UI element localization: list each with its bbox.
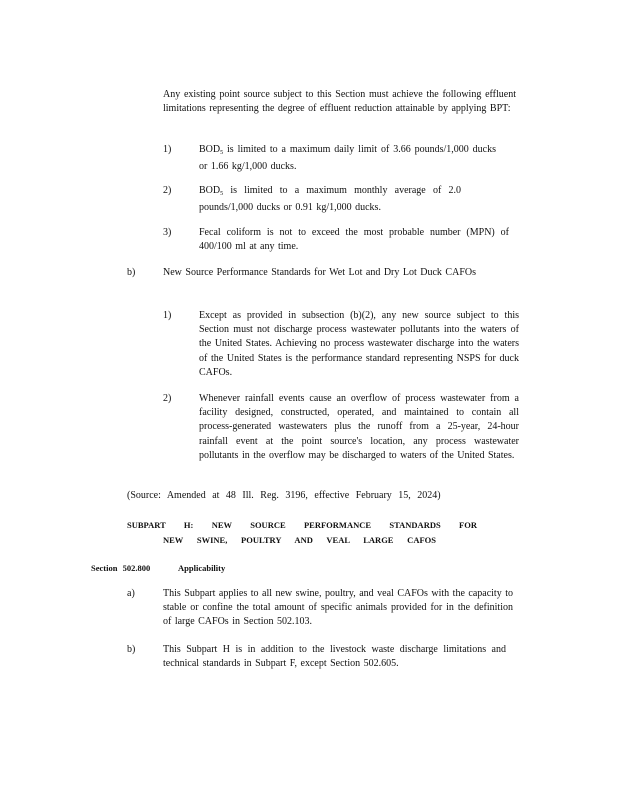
bpt-item-1: [199, 143, 496, 174]
bpt-item-text: is limited to a maximum monthly average of 2.0 pounds/1,000 ducks or 0.91 kg/1,000 ducks.: [199, 185, 461, 214]
bod-subscript: 5: [220, 191, 224, 197]
bpt-item-text: is limited to a maximum daily limit of 3.66 pounds/1,000 ducks or 1.66 kg/1,000 ducks.: [199, 144, 496, 173]
item-number: b): [127, 644, 136, 655]
bod-subscript: 5: [220, 150, 224, 156]
section-number: Section 502.800: [91, 563, 151, 573]
applicability-item-b: This Subpart H is in addition to the livestock waste discharge limitations and technical standards in Subpart F, except Section 502.605.: [163, 644, 506, 670]
b-heading: New Source Performance Standards for Wet Lot and Dry Lot Duck CAFOs: [163, 267, 476, 278]
subpart-heading-line1: SUBPART H: NEW SOURCE PERFORMANCE STANDARDS FOR: [127, 520, 477, 530]
nsps-item-1: Except as provided in subsection (b)(2), any new source subject to this Section must not discharge process wastewater pollutants into the waters of the United States. Achieving no process wastewater discharge into the waters of the United States is the performance standard representing NSPS for duck CAFOs.: [199, 310, 519, 378]
item-number: b): [127, 267, 136, 278]
bod-label: BOD: [199, 144, 221, 155]
item-number: 2): [163, 185, 172, 196]
item-number: 1): [163, 310, 172, 321]
nsps-item-2: Whenever rainfall events cause an overflow of process wastewater from a facility designed, constructed, operated, and maintained to contain all process-generated wastewaters plus the runoff from a 25-year, 24-hour rainfall event at the point source's location, any process wastewater pollutants in the overflow may be discharged to waters of the United States.: [199, 393, 519, 461]
section-title: Applicability: [178, 563, 226, 573]
item-number: 3): [163, 227, 172, 238]
item-number: 2): [163, 393, 172, 404]
item-number: a): [127, 588, 135, 599]
bpt-item-2: [199, 184, 461, 215]
item-number: 1): [163, 144, 172, 155]
bpt-item-3: Fecal coliform is not to exceed the most probable number (MPN) of 400/100 ml at any time.: [199, 227, 509, 253]
bod-label: BOD: [199, 185, 221, 196]
intro-paragraph: Any existing point source subject to this Section must achieve the following effluent limitations representing the degree of effluent reduction attainable by applying BPT:: [163, 89, 516, 115]
source-note: (Source: Amended at 48 Ill. Reg. 3196, effective February 15, 2024): [127, 490, 441, 501]
applicability-item-a: This Subpart applies to all new swine, poultry, and veal CAFOs with the capacity to stable or confine the total amount of specific animals provided for in the definition of large CAFOs in Section 502.103.: [163, 588, 513, 628]
subpart-heading-line2: NEW SWINE, POULTRY AND VEAL LARGE CAFOS: [163, 535, 436, 545]
